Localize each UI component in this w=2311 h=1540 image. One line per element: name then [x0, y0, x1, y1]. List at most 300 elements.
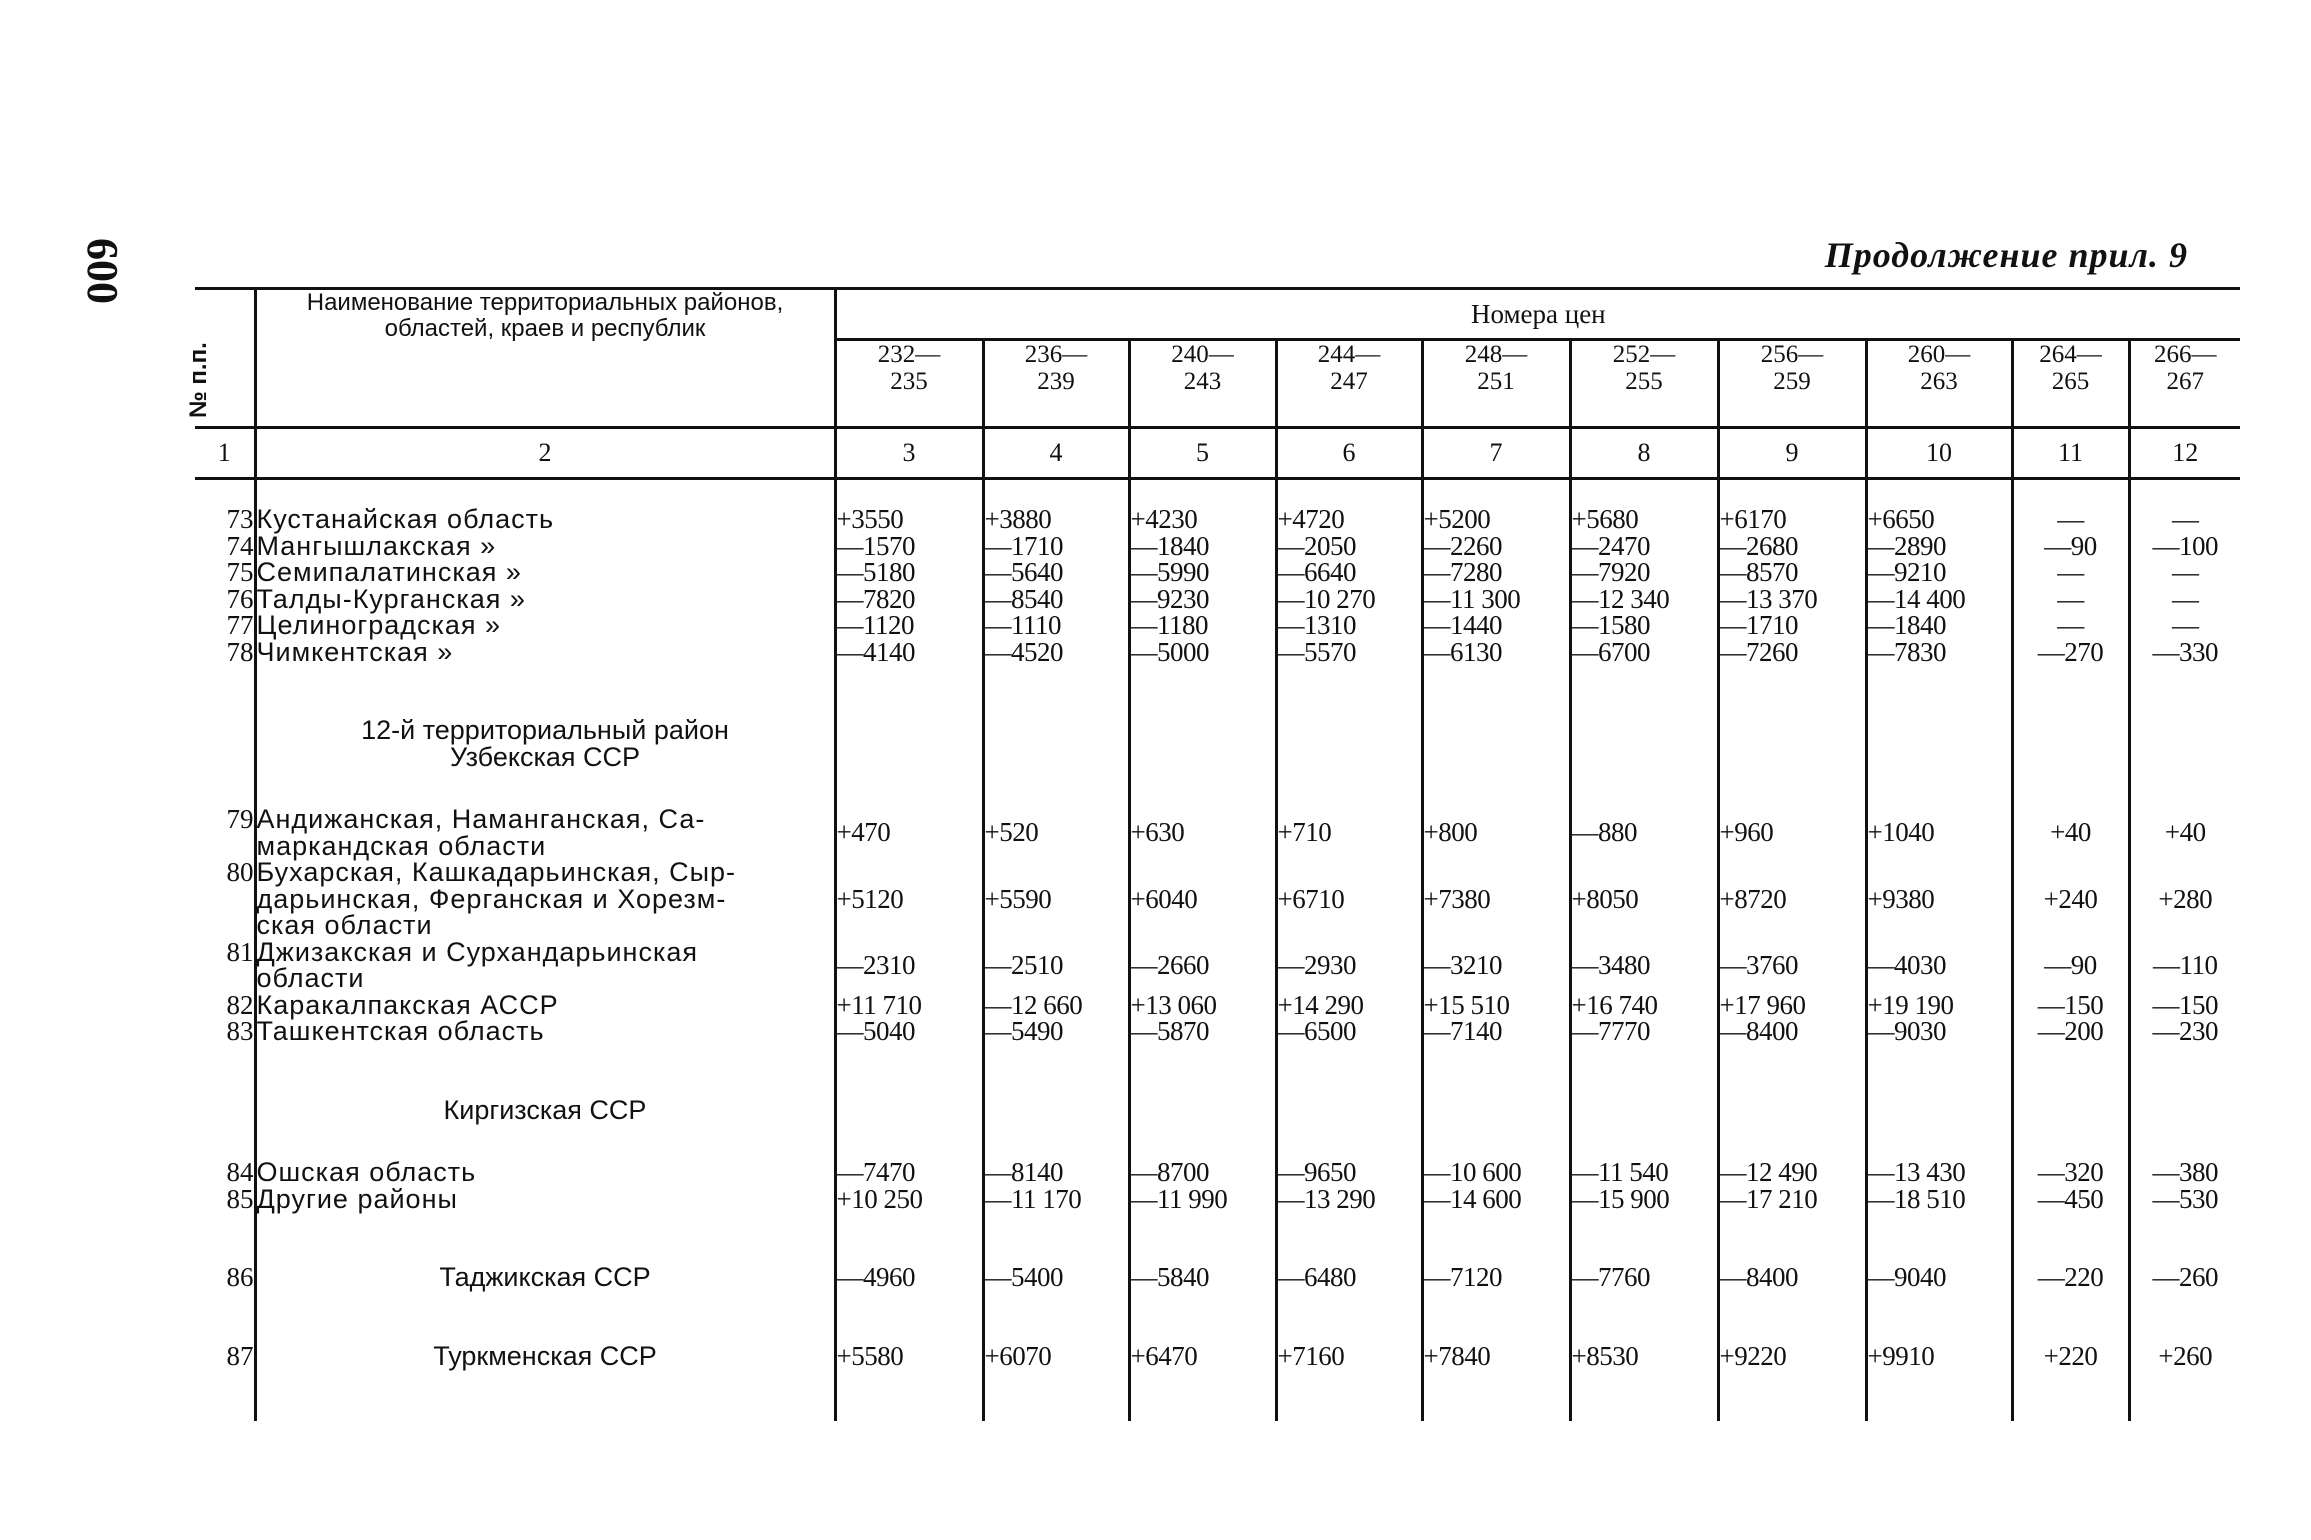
price-value: —90	[2012, 939, 2129, 992]
region-name-line: Ташкентская область	[256, 1016, 545, 1046]
price-value: +40	[2129, 806, 2240, 859]
price-value: —100	[2129, 533, 2240, 560]
section-row	[195, 1097, 2240, 1124]
price-value: +6710	[1276, 859, 1422, 939]
table-row	[195, 859, 2240, 939]
spacer-cell	[255, 665, 835, 717]
price-value: —	[2129, 586, 2240, 613]
price-value: —2470	[1570, 533, 1718, 560]
region-name	[255, 1159, 835, 1186]
price-value: —220	[2012, 1264, 2129, 1291]
spacer-cell	[2129, 1212, 2240, 1264]
spacer-cell	[2129, 665, 2240, 717]
spacer-cell	[195, 1045, 255, 1097]
price-value: —9030	[1866, 1018, 2012, 1045]
column-number: 1	[195, 428, 255, 479]
region-name	[255, 636, 835, 667]
price-value: —530	[2129, 1186, 2240, 1213]
section-empty-cell	[1276, 717, 1422, 770]
price-value: —	[2012, 559, 2129, 586]
spacer-cell	[2012, 770, 2129, 806]
spacer-cell	[195, 1212, 255, 1264]
region-name-line: Талды-Курганская »	[256, 583, 526, 614]
republic-row	[195, 1343, 2240, 1370]
region-name-line: Джизакская и Сурхандарьинская	[256, 936, 698, 967]
price-range-header	[1276, 340, 1422, 428]
price-value: +1040	[1866, 806, 2012, 859]
price-value: +800	[1422, 806, 1570, 859]
spacer-cell	[1570, 1291, 1718, 1343]
spacer-cell	[1129, 479, 1276, 507]
price-value: —150	[2129, 992, 2240, 1019]
price-value: —7120	[1422, 1264, 1570, 1291]
price-range-start: 248—	[1464, 341, 1528, 368]
price-value: —5640	[983, 559, 1129, 586]
republic-name: Таджикская ССР	[255, 1264, 835, 1291]
price-value: —7280	[1422, 559, 1570, 586]
section-empty-cell	[983, 1097, 1129, 1124]
region-name	[255, 559, 835, 586]
price-value: —6700	[1570, 639, 1718, 666]
spacer-cell	[2012, 1369, 2129, 1421]
header-name-label: Наименование территориальных районов, областей, краев и республик	[255, 289, 835, 428]
price-range-header	[2129, 340, 2240, 428]
section-empty-cell	[2012, 1097, 2129, 1124]
spacer-cell	[1276, 1291, 1422, 1343]
spacer-cell	[1422, 1123, 1570, 1159]
spacer-cell	[1866, 665, 2012, 717]
price-range-header	[983, 340, 1129, 428]
region-name-line: дарьинская, Ферганская и Хорезм-	[256, 883, 727, 914]
price-value: —3760	[1718, 939, 1866, 992]
section-empty-cell	[1570, 717, 1718, 770]
table-row	[195, 939, 2240, 992]
spacer-cell	[1570, 1045, 1718, 1097]
row-number: 83	[226, 1016, 254, 1046]
row-number: 73	[226, 504, 254, 534]
price-value: —5870	[1129, 1018, 1276, 1045]
price-value: +9910	[1866, 1343, 2012, 1370]
price-value: —8400	[1718, 1018, 1866, 1045]
spacer-cell	[195, 1123, 255, 1159]
spacer-cell	[1866, 479, 2012, 507]
price-value: +6170	[1718, 506, 1866, 533]
price-value: —8700	[1129, 1159, 1276, 1186]
section-title-line: Киргизская ССР	[443, 1094, 647, 1125]
spacer-cell	[1866, 1369, 2012, 1421]
region-name	[255, 506, 835, 533]
price-value: —11 300	[1422, 586, 1570, 613]
section-num-cell	[195, 1097, 255, 1124]
price-value: —1840	[1866, 612, 2012, 639]
price-range-end: 265	[2051, 367, 2090, 395]
table-row	[195, 639, 2240, 666]
price-value: +6470	[1129, 1343, 1276, 1370]
spacer-cell	[1866, 1291, 2012, 1343]
spacer-cell	[2012, 1291, 2129, 1343]
price-value: —7140	[1422, 1018, 1570, 1045]
price-value: +280	[2129, 859, 2240, 939]
spacer-row	[195, 770, 2240, 806]
spacer-cell	[1422, 665, 1570, 717]
price-range-header	[1866, 340, 2012, 428]
price-value: —330	[2129, 639, 2240, 666]
price-range-end: 263	[1920, 367, 1958, 395]
price-value: —6130	[1422, 639, 1570, 666]
continuation-title: Продолжение прил. 9	[1824, 235, 2188, 275]
section-title	[255, 1094, 835, 1125]
price-value: —13 290	[1276, 1186, 1422, 1213]
price-value: —1310	[1276, 612, 1422, 639]
region-name-line: Чимкентская »	[256, 636, 454, 667]
price-value: +260	[2129, 1343, 2240, 1370]
price-range-header	[1129, 340, 1276, 428]
section-empty-cell	[1129, 717, 1276, 770]
spacer-cell	[1422, 1045, 1570, 1097]
section-empty-cell	[983, 717, 1129, 770]
region-name	[255, 859, 835, 939]
region-name	[255, 530, 835, 561]
row-number: 82	[226, 989, 254, 1020]
price-value: —13 370	[1718, 586, 1866, 613]
table-row	[195, 1159, 2240, 1186]
price-value: —12 340	[1570, 586, 1718, 613]
spacer-cell	[1718, 665, 1866, 717]
spacer-cell	[2012, 665, 2129, 717]
price-value: —2510	[983, 939, 1129, 992]
price-value: —7260	[1718, 639, 1866, 666]
price-value: —15 900	[1570, 1186, 1718, 1213]
row-number: 77	[226, 610, 254, 640]
spacer-row	[195, 1045, 2240, 1097]
spacer-cell	[195, 1369, 255, 1421]
price-value: —7830	[1866, 639, 2012, 666]
row-number: 81	[226, 936, 254, 967]
price-value: —9040	[1866, 1264, 2012, 1291]
spacer-cell	[255, 1291, 835, 1343]
table-row	[195, 506, 2240, 533]
page-number: 600	[78, 238, 127, 304]
price-value: —	[2012, 612, 2129, 639]
spacer-cell	[1422, 770, 1570, 806]
section-row	[195, 717, 2240, 770]
spacer-cell	[255, 1212, 835, 1264]
price-value: —2310	[835, 939, 983, 992]
spacer-cell	[835, 1045, 983, 1097]
price-range-start: 232—	[877, 341, 941, 368]
column-number: 3	[835, 428, 983, 479]
price-value: —2050	[1276, 533, 1422, 560]
price-value: —7470	[835, 1159, 983, 1186]
price-value: +3550	[835, 506, 983, 533]
price-value: —1110	[983, 612, 1129, 639]
price-value: +9380	[1866, 859, 2012, 939]
table-row	[195, 1186, 2240, 1213]
price-value: —9650	[1276, 1159, 1422, 1186]
price-value: +5680	[1570, 506, 1718, 533]
price-value: +960	[1718, 806, 1866, 859]
price-value: —12 660	[983, 992, 1129, 1019]
region-name	[255, 989, 835, 1020]
column-number: 7	[1422, 428, 1570, 479]
price-value: +520	[983, 806, 1129, 859]
table-row	[195, 992, 2240, 1019]
price-value: —2660	[1129, 939, 1276, 992]
price-range-start: 244—	[1317, 341, 1381, 368]
price-value: +8530	[1570, 1343, 1718, 1370]
price-value: +8720	[1718, 859, 1866, 939]
header-index-label: № п.п.	[185, 342, 212, 418]
price-value: +7380	[1422, 859, 1570, 939]
row-number: 79	[226, 804, 254, 834]
price-range-end: 251	[1477, 367, 1515, 395]
spacer-cell	[1718, 1045, 1866, 1097]
price-value: —200	[2012, 1018, 2129, 1045]
section-title-line: 12-й территориальный район	[361, 715, 729, 745]
spacer-cell	[1718, 770, 1866, 806]
price-value: —9230	[1129, 586, 1276, 613]
price-value: —7760	[1570, 1264, 1718, 1291]
price-value: +6040	[1129, 859, 1276, 939]
price-range-start: 236—	[1024, 341, 1088, 368]
spacer-cell	[983, 1045, 1129, 1097]
spacer-cell	[255, 1045, 835, 1097]
region-name-line: Каракалпакская АССР	[256, 989, 559, 1020]
price-value: —5490	[983, 1018, 1129, 1045]
price-value: +6070	[983, 1343, 1129, 1370]
price-value: —5990	[1129, 559, 1276, 586]
price-range-end: 255	[1625, 367, 1663, 395]
price-value: —2930	[1276, 939, 1422, 992]
spacer-cell	[195, 665, 255, 717]
price-value: —1710	[983, 533, 1129, 560]
price-value: —11 170	[983, 1186, 1129, 1213]
region-name	[255, 936, 835, 993]
spacer-cell	[1276, 1212, 1422, 1264]
price-value: —12 490	[1718, 1159, 1866, 1186]
region-name-line: Целиноградская »	[256, 610, 502, 640]
price-value: —1120	[835, 612, 983, 639]
region-name-line: Мангышлакская »	[256, 530, 497, 561]
spacer-cell	[1422, 1369, 1570, 1421]
price-value: —9210	[1866, 559, 2012, 586]
section-empty-cell	[1570, 1097, 1718, 1124]
price-value: —5570	[1276, 639, 1422, 666]
spacer-cell	[2129, 1123, 2240, 1159]
section-empty-cell	[2129, 1097, 2240, 1124]
price-value: —90	[2012, 533, 2129, 560]
price-value: —5000	[1129, 639, 1276, 666]
spacer-cell	[2012, 1212, 2129, 1264]
spacer-cell	[2129, 1291, 2240, 1343]
column-number: 12	[2129, 428, 2240, 479]
price-range-end: 235	[890, 367, 928, 395]
spacer-cell	[2012, 1123, 2129, 1159]
row-number: 78	[226, 636, 254, 667]
price-value: —7770	[1570, 1018, 1718, 1045]
price-value: —8140	[983, 1159, 1129, 1186]
price-value: —880	[1570, 806, 1718, 859]
price-value: —13 430	[1866, 1159, 2012, 1186]
spacer-row	[195, 665, 2240, 717]
price-range-start: 264—	[2039, 341, 2102, 368]
column-number: 2	[255, 428, 835, 479]
price-value: +9220	[1718, 1343, 1866, 1370]
price-value: —8400	[1718, 1264, 1866, 1291]
price-range-header	[1718, 340, 1866, 428]
price-value: +4230	[1129, 506, 1276, 533]
price-table	[185, 287, 2240, 1421]
row-number: 75	[226, 557, 254, 587]
region-name-line: Ошская область	[256, 1157, 477, 1187]
price-value: —1440	[1422, 612, 1570, 639]
spacer-cell	[1570, 665, 1718, 717]
spacer-cell	[1422, 479, 1570, 507]
price-value: —	[2012, 586, 2129, 613]
spacer-cell	[1718, 1123, 1866, 1159]
price-value: —4960	[835, 1264, 983, 1291]
price-range-start: 260—	[1907, 341, 1971, 368]
spacer-cell	[1422, 1212, 1570, 1264]
spacer-cell	[1276, 1045, 1422, 1097]
spacer-cell	[983, 1123, 1129, 1159]
price-range-end: 243	[1183, 367, 1222, 395]
spacer-cell	[983, 770, 1129, 806]
spacer-cell	[1129, 665, 1276, 717]
price-value: —6500	[1276, 1018, 1422, 1045]
price-value: +7160	[1276, 1343, 1422, 1370]
section-title	[255, 717, 835, 770]
table-row	[195, 806, 2240, 859]
price-value: +6650	[1866, 506, 2012, 533]
table-row	[195, 533, 2240, 560]
spacer-cell	[1276, 665, 1422, 717]
table-row	[195, 586, 2240, 613]
price-range-end: 267	[2166, 367, 2205, 395]
price-value: +3880	[983, 506, 1129, 533]
spacer-cell	[2012, 1045, 2129, 1097]
section-empty-cell	[2012, 717, 2129, 770]
price-value: —	[2129, 612, 2240, 639]
price-value: —2890	[1866, 533, 2012, 560]
price-value: +470	[835, 806, 983, 859]
price-value: +13 060	[1129, 992, 1276, 1019]
spacer-cell	[835, 479, 983, 507]
price-value: —6640	[1276, 559, 1422, 586]
price-value: +240	[2012, 859, 2129, 939]
spacer-cell	[2129, 1369, 2240, 1421]
republic-name: Туркменская ССР	[255, 1343, 835, 1370]
price-value: +7840	[1422, 1343, 1570, 1370]
region-name-line: области	[256, 963, 365, 993]
region-name-line: Андижанская, Наманганская, Са-	[256, 804, 706, 834]
section-empty-cell	[1422, 717, 1570, 770]
spacer-cell	[255, 1123, 835, 1159]
spacer-cell	[835, 1212, 983, 1264]
spacer-cell	[1718, 479, 1866, 507]
price-value: —1710	[1718, 612, 1866, 639]
price-range-header	[1570, 340, 1718, 428]
table-row	[195, 612, 2240, 639]
row-number: 74	[226, 530, 254, 561]
spacer-cell	[1129, 1291, 1276, 1343]
price-value: —14 600	[1422, 1186, 1570, 1213]
price-value: —	[2129, 559, 2240, 586]
price-value: —5400	[983, 1264, 1129, 1291]
price-range-header	[2012, 340, 2129, 428]
spacer-cell	[195, 770, 255, 806]
price-range-end: 247	[1330, 367, 1368, 395]
spacer-cell	[983, 665, 1129, 717]
region-name-line: ская области	[256, 910, 433, 940]
spacer-cell	[2129, 770, 2240, 806]
row-number: 87	[226, 1340, 254, 1371]
spacer-cell	[2129, 479, 2240, 507]
column-number: 11	[2012, 428, 2129, 479]
spacer-cell	[1570, 1212, 1718, 1264]
table-row	[195, 1018, 2240, 1045]
column-number: 4	[983, 428, 1129, 479]
spacer-cell	[835, 1369, 983, 1421]
region-name-line: Бухарская, Кашкадарьинская, Сыр-	[256, 857, 737, 887]
spacer-row	[195, 1291, 2240, 1343]
section-title-line: Узбекская ССР	[449, 741, 641, 772]
price-range-start: 266—	[2154, 341, 2217, 368]
region-name	[255, 1183, 835, 1214]
column-number: 10	[1866, 428, 2012, 479]
price-value: —	[2012, 506, 2129, 533]
price-value: —4520	[983, 639, 1129, 666]
spacer-cell	[1718, 1369, 1866, 1421]
region-name-line: маркандская области	[256, 830, 547, 861]
price-value: —7820	[835, 586, 983, 613]
price-value: +11 710	[835, 992, 983, 1019]
price-value: —2680	[1718, 533, 1866, 560]
price-value: —1180	[1129, 612, 1276, 639]
spacer-cell	[1866, 1123, 2012, 1159]
spacer-cell	[1866, 1045, 2012, 1097]
price-value: —4030	[1866, 939, 2012, 992]
region-name-line: Кустанайская область	[256, 504, 555, 534]
section-empty-cell	[1718, 1097, 1866, 1124]
spacer-cell	[1718, 1291, 1866, 1343]
price-value: +5120	[835, 859, 983, 939]
price-value: —14 400	[1866, 586, 2012, 613]
spacer-cell	[1276, 479, 1422, 507]
price-value: +5590	[983, 859, 1129, 939]
section-empty-cell	[1422, 1097, 1570, 1124]
region-name	[255, 1018, 835, 1045]
spacer-cell	[1866, 1212, 2012, 1264]
spacer-cell	[1570, 1369, 1718, 1421]
row-number: 76	[226, 583, 254, 614]
spacer-cell	[983, 1369, 1129, 1421]
price-value: —5840	[1129, 1264, 1276, 1291]
price-value: —10 270	[1276, 586, 1422, 613]
region-name-line: Другие районы	[256, 1183, 458, 1214]
spacer-cell	[983, 1291, 1129, 1343]
header-index-cell	[185, 289, 255, 428]
price-value: +710	[1276, 806, 1422, 859]
price-range-header	[1422, 340, 1570, 428]
spacer-cell	[1866, 770, 2012, 806]
price-range-header	[835, 340, 983, 428]
price-value: +16 740	[1570, 992, 1718, 1019]
price-value: —380	[2129, 1159, 2240, 1186]
region-name	[255, 612, 835, 639]
price-value: —5180	[835, 559, 983, 586]
spacer-row	[195, 1123, 2240, 1159]
